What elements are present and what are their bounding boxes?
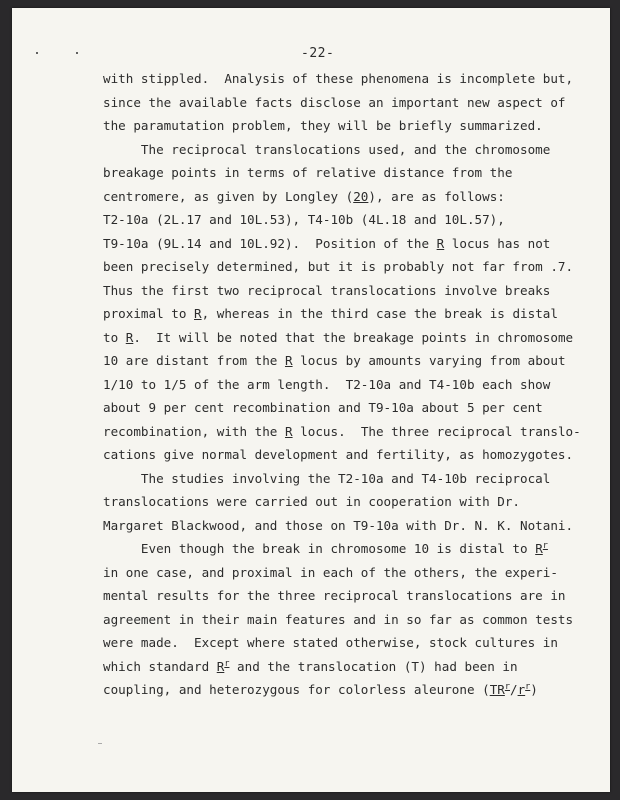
superscript: r — [224, 658, 230, 669]
underlined-term: r — [517, 682, 526, 697]
body-text — [103, 67, 583, 702]
text-line: T2-10a (2L.17 and 10L.53), T4-10b (4L.18 and 10L.57), — [103, 212, 505, 227]
text-line: Margaret Blackwood, and those on T9-10a with Dr. N. K. Notani. — [103, 517, 574, 533]
document-page — [12, 8, 610, 792]
text-line: with stippled. Analysis of these phenomena is incomplete but, — [103, 71, 574, 86]
underlined-term: R — [125, 329, 134, 345]
superscript: r — [542, 541, 548, 551]
text-line: to R. It will be noted that the breakage points in chromosome — [103, 329, 574, 345]
paper-speck — [98, 743, 102, 744]
margin-mark — [76, 52, 78, 54]
text-line: 1/10 to 1/5 of the arm length. T2-10a and T4-10b each show — [103, 376, 551, 392]
text-line: agreement in their main features and in so far as common tests — [103, 611, 574, 627]
underlined-term: R — [535, 541, 543, 556]
underlined-term: R — [436, 235, 445, 251]
text-line: Even though the break in chromosome 10 is distal to $R^r$ — [103, 541, 548, 556]
text-line: The studies involving the T2-10a and T4-10b reciprocal — [103, 470, 551, 486]
text-line: been precisely determined, but it is probably not far from .7. — [103, 259, 574, 274]
text-line: the paramutation problem, they will be briefly summarized. — [103, 118, 543, 133]
underlined-term: R — [194, 306, 202, 321]
text-line: were made. Except where stated otherwise, stock cultures in — [103, 635, 558, 650]
text-line: cations give normal development and fertility, as homozygotes. — [103, 447, 574, 462]
underlined-term: R — [284, 353, 293, 368]
text-line: mental results for the three reciprocal translocations are in — [103, 588, 566, 603]
text-line: since the available facts disclose an important new aspect of — [103, 94, 566, 110]
text-line: recombination, with the R locus. The three reciprocal translo- — [103, 423, 581, 439]
underlined-term: R — [284, 423, 293, 439]
page-number: -22- — [301, 46, 335, 61]
text-line: proximal to R, whereas in the third case the break is distal — [103, 306, 558, 321]
text-line: 10 are distant from the R locus by amounts varying from about — [103, 353, 566, 368]
text-line: in one case, and proximal in each of the others, the experi- — [103, 564, 558, 580]
underlined-term: R — [216, 658, 225, 674]
text-line: The reciprocal translocations used, and the chromosome — [103, 141, 551, 157]
text-line: translocations were carried out in cooperation with Dr. — [103, 494, 521, 509]
underlined-term: 20 — [353, 188, 369, 204]
underlined-term: TR — [489, 682, 505, 697]
text-line: breakage points in terms of relative distance from the — [103, 165, 513, 180]
text-line: about 9 per cent recombination and T9-10a about 5 per cent — [103, 400, 543, 415]
superscript: r — [525, 682, 531, 692]
text-line: Thus the first two reciprocal translocations involve breaks — [103, 282, 551, 298]
text-line: centromere, as given by Longley (20), are as follows: — [103, 188, 505, 204]
text-line: T9-10a (9L.14 and 10L.92). Position of the R locus has not — [103, 235, 551, 251]
text-line: coupling, and heterozygous for colorless aleurone $(TR^r/r^r)$ — [103, 682, 538, 697]
text-line: which standard $R^r$ and the translocation (T) had been in — [103, 658, 518, 674]
margin-mark — [36, 52, 38, 54]
superscript: r — [504, 682, 510, 692]
